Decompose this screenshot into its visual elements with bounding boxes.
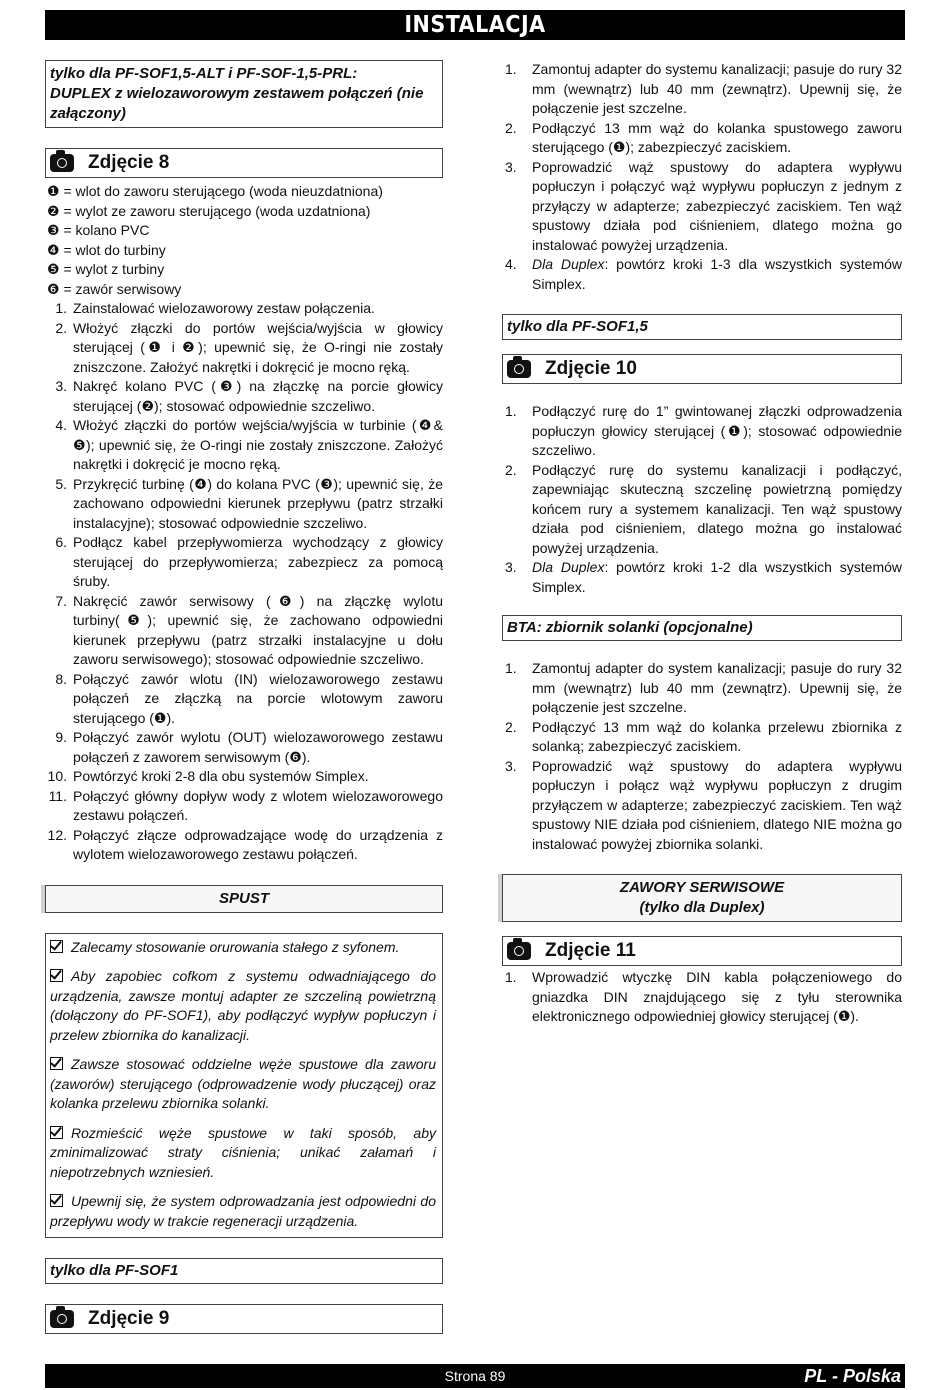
legend-item: ❻ = zawór serwisowy <box>47 280 182 297</box>
note-item: Rozmieścić węże spustowe w taki sposób, aby zminimalizować straty ciśnienia; unikać załamań i niepotrzebnych wzniesień. <box>50 1124 436 1180</box>
drain-steps-sof1 <box>502 60 902 294</box>
list-item: 9. Połączyć zawór wylotu (OUT) wielozaworowego zestawu połączeń z zaworem serwisowym (❻). <box>55 729 443 765</box>
duplex-heading-line1: tylko dla PF-SOF1,5-ALT i PF-SOF-1,5-PRL: <box>50 65 358 82</box>
service-valves-line1: ZAWORY SERWISOWE <box>619 879 785 896</box>
photo-11-title: Zdjęcie 11 <box>545 940 636 962</box>
note-item: Zalecamy stosowanie orurowania stałego z syfonem. <box>50 938 436 958</box>
legend-item: ❹ = wlot do turbiny <box>47 241 166 258</box>
checkbox-icon <box>50 969 63 982</box>
list-item: 3. Poprowadzić wąż spustowy do adaptera wypływu popłuczyn i połącz wąż wypływu popłuczyn z drugim przyłączem w adapterze; zabezpieczyć zaciskiem. Ten wąż spustowy NIE działa pod ciśnieniem, dlatego NIE można go instalować powyżej zbiornika solanki. <box>505 757 902 852</box>
bta-section-heading: BTA: zbiornik solanki (opcjonalne) <box>502 615 902 641</box>
list-item: 12. Połączyć złącze odprowadzające wodę do urządzenia z wylotem wielozaworowego zestawu połączeń. <box>47 826 443 862</box>
service-valves-section-heading <box>502 874 902 922</box>
sof15-section-heading: tylko dla PF-SOF1,5 <box>502 314 902 340</box>
list-item: 4. Włożyć złączki do portów wejścia/wyjścia w turbinie (❹& ❺); upewnić się, że O-ringi nie zostały zniszczone. Założyć nakrętki i dokręcić je mocno ręką. <box>55 417 443 472</box>
list-item: 10. Powtórzyć kroki 2-8 dla obu systemów Simplex. <box>47 768 369 784</box>
list-item: 2. Podłączyć rurę do systemu kanalizacji i podłączyć, zapewniając skuteczną szczelinę powietrzną pomiędzy końcem rury a systemem kanalizacji. Ten wąż spustowy działa pod ciśnieniem, dlatego można go instalować powyżej urządzenia. <box>505 461 902 556</box>
list-item: 8. Połączyć zawór wlotu (IN) wielozaworowego zestawu połączeń ze złączką na porcie wlotowym zaworu sterującego (❶). <box>55 670 443 726</box>
list-item: 11. Połączyć główny dopływ wody z wlotem wielozaworowego zestawu połączeń. <box>48 787 443 823</box>
sof1-section-heading: tylko dla PF-SOF1 <box>45 1258 443 1284</box>
list-item: 3. Nakręć kolano PVC (❸) na złączkę na porcie głowicy sterującej (❷); stosować odpowiednie szczeliwo. <box>55 378 443 414</box>
checkbox-icon <box>50 1126 63 1139</box>
list-item: 7. Nakręcić zawór serwisowy (❻) na złączkę wylotu turbiny(❺); upewnić się, że zachowano odpowiedni kierunek przepływu (patrz strzałki instalacyjne u dołu zaworu serwisowego); stosować odpowiednie szczeliwo. <box>55 592 443 667</box>
note-item: Aby zapobiec cofkom z systemu odwadniającego do urządzenia, zawsze montuj adapter ze szczeliną powietrzną (dołączony do PF-SOF1), aby podłączyć wypływ popłuczyn i przelew zbiornika do kanalizacji. <box>50 968 436 1043</box>
list-item: 2. Podłączyć 13 mm wąż do kolanka spustowego zaworu sterującego (❶); zabezpieczyć zaciskiem. <box>505 119 902 155</box>
legend-list <box>47 182 443 299</box>
photo-8-title: Zdjęcie 8 <box>88 152 170 174</box>
list-item: 3. Poprowadzić wąż spustowy do adaptera wypływu popłuczyn i połączyć wąż wypływu popłuczyn z jednym z przyłączy w adapterze; zabezpieczyć zaciskiem. Ten wąż spustowy działa pod ciśnieniem, dlatego można go instalować powyżej urządzenia. <box>505 158 902 253</box>
photo-9-title: Zdjęcie 9 <box>88 1308 170 1330</box>
service-valves-line2: (tylko dla Duplex) <box>639 899 765 916</box>
list-item: 6. Podłącz kabel przepływomierza wychodzący z głowicy sterującej do przepływomierza; zabezpiecz za pomocą śruby. <box>55 534 443 589</box>
list-item: 1. Wprowadzić wtyczkę DIN kabla połączeniowego do gniazdka DIN znajdującego się z tyłu sterownika elektronicznego odpowiedniej głowicy sterującej (❶). <box>505 969 902 1024</box>
right-column <box>502 60 902 1027</box>
spust-section-heading: SPUST <box>45 885 443 913</box>
drain-notes <box>45 933 443 1239</box>
list-item: 5. Przykręcić turbinę (❹) do kolana PVC (❸); upewnić się, że zachowano odpowiedni kierunek przepływu (patrz strzałki instalacyjne); stosować odpowiednie szczeliwo. <box>55 475 443 531</box>
photo-10-title: Zdjęcie 10 <box>545 358 637 380</box>
page-number: Strona 89 <box>444 1368 506 1384</box>
photo-8-heading <box>45 148 443 178</box>
drain-steps-sof15 <box>502 402 902 597</box>
checkbox-icon <box>50 1057 63 1070</box>
page-footer <box>45 1364 905 1388</box>
camera-icon <box>507 942 531 960</box>
camera-icon <box>507 360 531 378</box>
list-item: 1. Zamontuj adapter do system kanalizacji; pasuje do rury 32 mm (wewnątrz) lub 40 mm (zewnątrz). Upewnij się, że połączenie jest szczelne. <box>505 660 902 715</box>
service-valve-steps <box>502 968 902 1027</box>
list-item: 2. Podłączyć 13 mm wąż do kolanka przelewu zbiornika z solanką; zabezpieczyć zaciskiem. <box>505 718 902 754</box>
photo-10-heading <box>502 354 902 384</box>
list-item: 3. Dla Duplex: powtórz kroki 1-2 dla wszystkich systemów Simplex. <box>505 559 902 595</box>
duplex-heading-line2: DUPLEX z wielozaworowym zestawem połączeń (nie załączony) <box>50 85 424 122</box>
list-item: 1. Zamontuj adapter do systemu kanalizacji; pasuje do rury 32 mm (wewnątrz) lub 40 mm (zewnątrz). Upewnij się, że połączenie jest szczelne. <box>505 61 902 116</box>
photo-9-heading <box>45 1304 443 1334</box>
left-column <box>45 60 443 1334</box>
list-item: 1. Podłączyć rurę do 1” gwintowanej złączki odprowadzenia popłuczyn głowicy sterującej (❶); stosować odpowiednie szczeliwo. <box>505 403 902 458</box>
language-label: PL - Polska <box>804 1366 901 1386</box>
checkbox-icon <box>50 1194 63 1207</box>
legend-item: ❺ = wylot z turbiny <box>47 261 165 277</box>
list-item: 4. Dla Duplex: powtórz kroki 1-3 dla wszystkich systemów Simplex. <box>505 256 902 292</box>
installation-steps <box>45 299 443 865</box>
checkbox-icon <box>50 940 63 953</box>
legend-item: ❶ = wlot do zaworu sterującego (woda nieuzdatniona) <box>47 183 383 199</box>
list-item: 2. Włożyć złączki do portów wejścia/wyjścia w głowicy sterującej (❶ i ❷); upewnić się, że O-ringi nie zostały zniszczone. Założyć nakrętki i dokręcić je mocno ręką. <box>55 319 443 375</box>
photo-11-heading <box>502 936 902 966</box>
list-item: 1. Zainstalować wielozaworowy zestaw połączenia. <box>55 300 375 316</box>
camera-icon <box>50 154 74 172</box>
camera-icon <box>50 1310 74 1328</box>
note-item: Zawsze stosować oddzielne węże spustowe dla zaworu (zaworów) sterującego (odprowadzenie wody płuczącej) oraz kolanka przelewu zbiornika solanki. <box>50 1056 436 1111</box>
page-header: INSTALACJA <box>45 10 905 40</box>
note-item: Upewnij się, że system odprowadzania jest odpowiedni do przepływu wody w trakcie regeneracji urządzenia. <box>50 1193 436 1229</box>
legend-item: ❷ = wylot ze zaworu sterującego (woda uzdatniona) <box>47 202 371 219</box>
brine-tank-steps <box>502 659 902 854</box>
legend-item: ❸ = kolano PVC <box>47 222 150 238</box>
duplex-section-heading <box>45 60 443 128</box>
